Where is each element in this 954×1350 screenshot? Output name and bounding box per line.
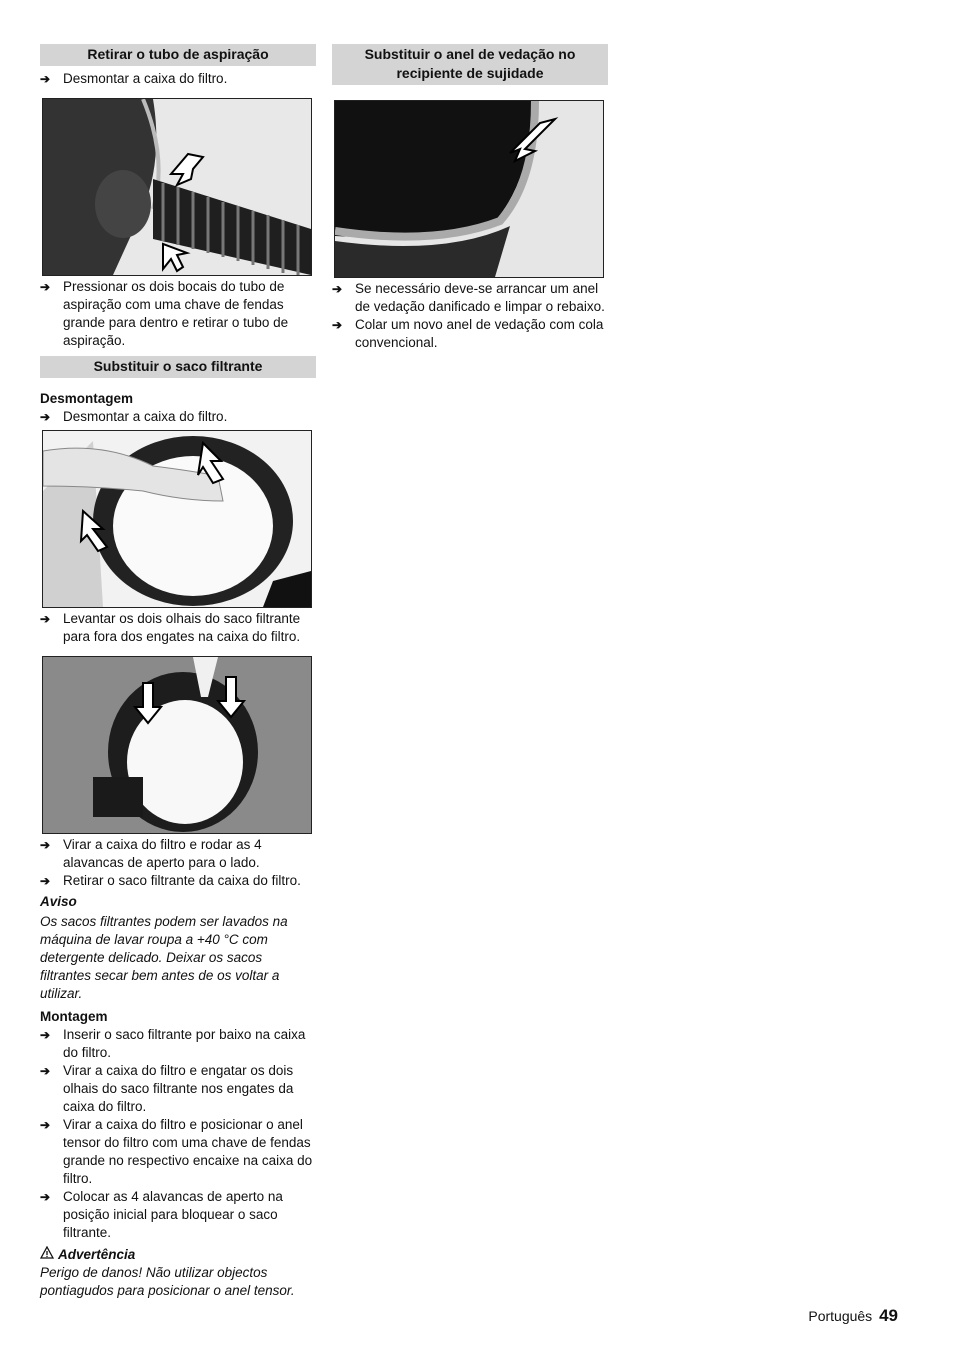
arrow-right-icon: ➔ bbox=[40, 612, 51, 626]
list-item bbox=[332, 280, 608, 316]
warning-text: Perigo de danos! Não utilizar objectos pontiagudos para posicionar o anel tensor. bbox=[40, 1265, 295, 1298]
arrow-right-icon: ➔ bbox=[332, 318, 343, 332]
page-footer bbox=[808, 1306, 898, 1326]
list-item bbox=[40, 872, 316, 890]
list-item bbox=[40, 70, 316, 88]
step-text: Se necessário deve-se arrancar um anel de vedação danificado e limpar o rebaixo. bbox=[355, 281, 605, 314]
step-text: Levantar os dois olhais do saco filtrante para fora dos engates na caixa do filtro. bbox=[63, 611, 301, 644]
section-heading-seal-ring: Substituir o anel de vedação no recipiente de sujidade bbox=[332, 44, 608, 85]
arrow-right-icon: ➔ bbox=[40, 410, 51, 424]
step-text: Desmontar a caixa do filtro. bbox=[63, 71, 228, 86]
section-heading-suction-tube: Retirar o tubo de aspiração bbox=[40, 44, 316, 66]
list-item bbox=[40, 836, 316, 872]
arrow-right-icon: ➔ bbox=[40, 874, 51, 888]
section-heading-filter-bag: Substituir o saco filtrante bbox=[40, 356, 316, 378]
warning-triangle-icon bbox=[40, 1246, 58, 1264]
list-item bbox=[40, 1188, 316, 1242]
footer-language: Português bbox=[808, 1308, 873, 1324]
step-text: Virar a caixa do filtro e posicionar o anel tensor do filtro com uma chave de fendas grande no respectivo encaixe na caixa do filtro. bbox=[63, 1117, 313, 1186]
step-text: Desmontar a caixa do filtro. bbox=[63, 409, 228, 424]
step-text: Colar um novo anel de vedação com cola convencional. bbox=[355, 317, 604, 350]
subheading-assembly: Montagem bbox=[40, 1009, 108, 1024]
warning-title-row bbox=[40, 1246, 316, 1264]
subheading-disassembly: Desmontagem bbox=[40, 391, 134, 406]
step-text: Virar a caixa do filtro e rodar as 4 alavancas de aperto para o lado. bbox=[63, 837, 262, 870]
step-text: Pressionar os dois bocais do tubo de aspiração com uma chave de fendas grande para dentro e retirar o tubo de aspiração. bbox=[63, 279, 289, 348]
step-text: Colocar as 4 alavancas de aperto na posição inicial para bloquear o saco filtrante. bbox=[63, 1189, 283, 1240]
arrow-right-icon: ➔ bbox=[40, 1118, 51, 1132]
note-title: Aviso bbox=[40, 894, 77, 909]
arrow-right-icon: ➔ bbox=[40, 280, 51, 294]
right-column bbox=[332, 44, 608, 352]
arrow-right-icon: ➔ bbox=[40, 1190, 51, 1204]
list-item bbox=[40, 1116, 316, 1188]
note-text: Os sacos filtrantes podem ser lavados na máquina de lavar roupa a +40 °C com detergente delicado. Deixar os sacos filtrantes secar bem antes de os voltar a utilizar. bbox=[40, 914, 288, 1001]
photo-lift-eyelets bbox=[42, 430, 312, 608]
arrow-right-icon: ➔ bbox=[40, 1064, 51, 1078]
photo-seal-ring bbox=[334, 100, 604, 278]
page-number: 49 bbox=[879, 1306, 898, 1325]
list-item bbox=[40, 408, 316, 426]
arrow-right-icon: ➔ bbox=[332, 282, 343, 296]
list-item bbox=[40, 610, 316, 646]
photo-suction-tube bbox=[42, 98, 312, 276]
step-text: Retirar o saco filtrante da caixa do filtro. bbox=[63, 873, 301, 888]
step-text: Inserir o saco filtrante por baixo na caixa do filtro. bbox=[63, 1027, 306, 1060]
warning-title: Advertência bbox=[58, 1247, 136, 1262]
step-text: Virar a caixa do filtro e engatar os dois olhais do saco filtrante nos engates da caixa do filtro. bbox=[63, 1063, 294, 1114]
left-column bbox=[40, 44, 316, 1300]
arrow-right-icon: ➔ bbox=[40, 838, 51, 852]
photo-clamp-levers bbox=[42, 656, 312, 834]
arrow-right-icon: ➔ bbox=[40, 72, 51, 86]
list-item bbox=[40, 1062, 316, 1116]
arrow-right-icon: ➔ bbox=[40, 1028, 51, 1042]
list-item bbox=[40, 1026, 316, 1062]
list-item bbox=[40, 278, 316, 350]
list-item bbox=[332, 316, 608, 352]
